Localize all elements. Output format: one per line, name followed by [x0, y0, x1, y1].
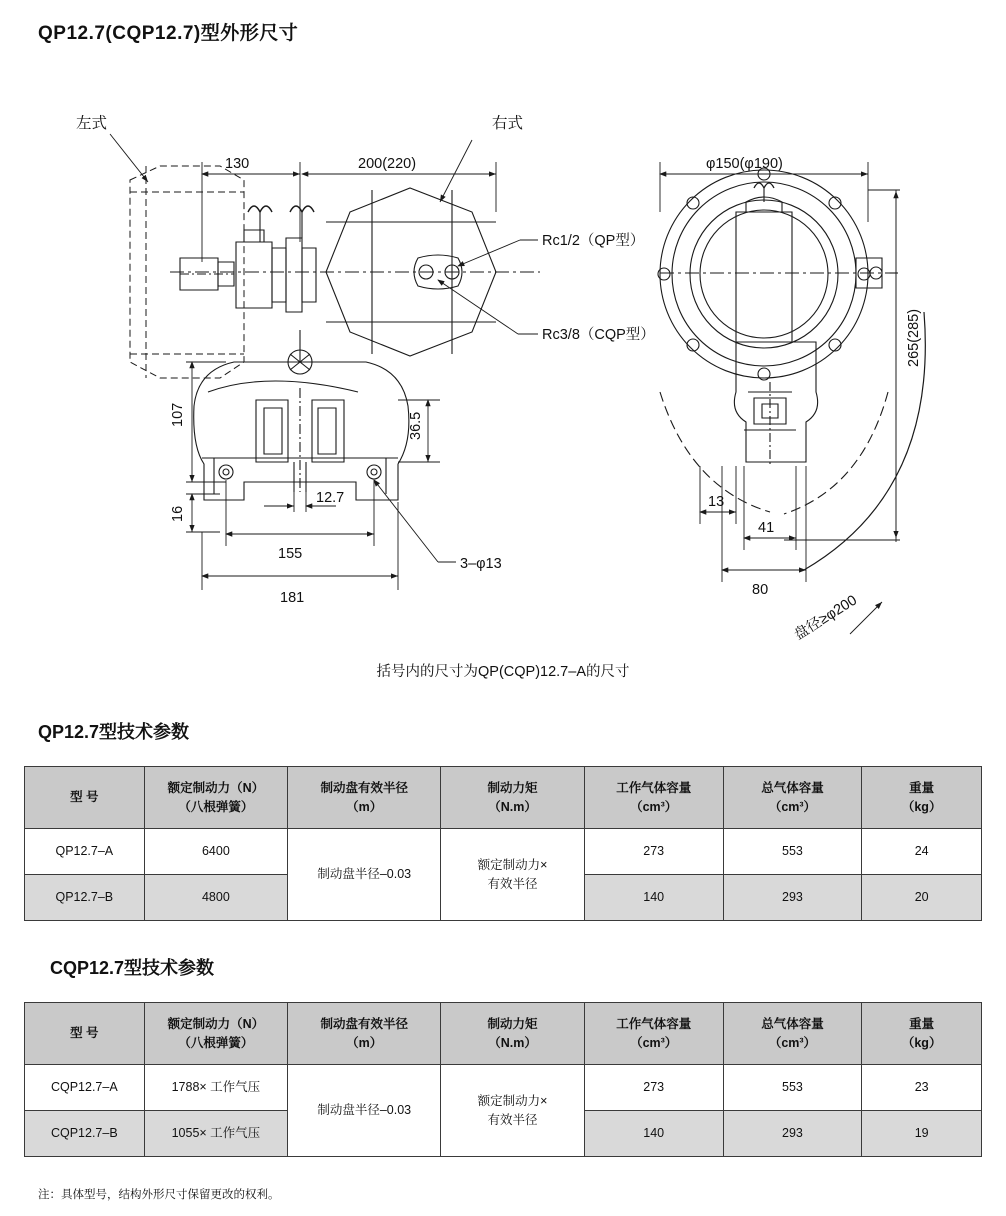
th-rated-force: 额定制动力（N） （八根弹簧）	[144, 767, 288, 829]
cell-rated-force: 6400	[144, 829, 288, 875]
label-right-type: 右式	[492, 115, 524, 132]
cell-total-volume: 553	[723, 829, 862, 875]
table-header-row	[25, 767, 982, 829]
th-weight: 重量 （kg）	[862, 1003, 982, 1065]
dim-80: 80	[752, 582, 769, 598]
cell-total-volume: 553	[723, 1065, 862, 1111]
dim-16: 16	[170, 505, 186, 522]
table-row	[25, 1065, 982, 1111]
cell-weight: 20	[862, 875, 982, 921]
th-weight: 重量 （kg）	[862, 767, 982, 829]
cell-working-volume: 140	[584, 875, 723, 921]
section-heading-qp: QP12.7型技术参数	[38, 722, 190, 742]
th-model: 型 号	[25, 767, 145, 829]
dim-155: 155	[278, 546, 303, 562]
cell-total-volume: 293	[723, 1111, 862, 1157]
th-torque: 制动力矩 （N.m）	[441, 767, 585, 829]
table-header-row	[25, 1003, 982, 1065]
cell-working-volume: 140	[584, 1111, 723, 1157]
cell-model: CQP12.7–A	[25, 1065, 145, 1111]
th-torque: 制动力矩 （N.m）	[441, 1003, 585, 1065]
dim-12-7: 12.7	[316, 490, 345, 506]
th-effective-radius: 制动盘有效半径 （m）	[288, 1003, 441, 1065]
callout-disc-diameter: 盘径≥φ200	[791, 592, 860, 644]
cell-torque: 额定制动力× 有效半径	[441, 829, 585, 921]
dim-13: 13	[708, 494, 725, 510]
label-left-type: 左式	[76, 115, 108, 132]
th-effective-radius: 制动盘有效半径 （m）	[288, 767, 441, 829]
callout-rc12: Rc1/2（QP型）	[542, 233, 645, 249]
callout-3phi13: 3–φ13	[460, 556, 502, 572]
th-rated-force: 额定制动力（N） （八根弹簧）	[144, 1003, 288, 1065]
cell-rated-force: 4800	[144, 875, 288, 921]
cell-model: QP12.7–A	[25, 829, 145, 875]
dim-200: 200(220)	[358, 156, 417, 172]
page-title: QP12.7(CQP12.7)型外形尺寸	[38, 23, 299, 44]
dim-36-5: 36.5	[408, 411, 424, 440]
technical-drawing	[20, 62, 986, 702]
cell-working-volume: 273	[584, 829, 723, 875]
table-row	[25, 829, 982, 875]
cell-weight: 24	[862, 829, 982, 875]
drawing-caption: 括号内的尺寸为QP(CQP)12.7–A的尺寸	[376, 664, 630, 680]
cell-rated-force: 1788× 工作气压	[144, 1065, 288, 1111]
dim-phi150: φ150(φ190)	[706, 156, 783, 172]
cell-working-volume: 273	[584, 1065, 723, 1111]
th-total-volume: 总气体容量 （cm³）	[723, 1003, 862, 1065]
cell-weight: 19	[862, 1111, 982, 1157]
th-total-volume: 总气体容量 （cm³）	[723, 767, 862, 829]
cell-model: CQP12.7–B	[25, 1111, 145, 1157]
callout-rc38: Rc3/8（CQP型）	[542, 327, 655, 343]
drawing-svg	[20, 62, 986, 702]
table-cqp-specs	[24, 1002, 982, 1157]
dim-107: 107	[170, 402, 186, 427]
th-working-volume: 工作气体容量 （cm³）	[584, 1003, 723, 1065]
dim-181: 181	[280, 590, 305, 606]
section-heading-cqp: CQP12.7型技术参数	[50, 958, 215, 978]
cell-weight: 23	[862, 1065, 982, 1111]
cell-effective-radius: 制动盘半径–0.03	[288, 829, 441, 921]
cell-rated-force: 1055× 工作气压	[144, 1111, 288, 1157]
cell-effective-radius: 制动盘半径–0.03	[288, 1065, 441, 1157]
dim-41: 41	[758, 520, 775, 536]
cell-total-volume: 293	[723, 875, 862, 921]
table-qp-specs	[24, 766, 982, 921]
footer-note: 注：具体型号，结构外形尺寸保留更改的权利。	[38, 1189, 280, 1201]
cell-torque: 额定制动力× 有效半径	[441, 1065, 585, 1157]
dim-265: 265(285)	[906, 308, 922, 367]
th-working-volume: 工作气体容量 （cm³）	[584, 767, 723, 829]
th-model: 型 号	[25, 1003, 145, 1065]
cell-model: QP12.7–B	[25, 875, 145, 921]
dim-130: 130	[225, 156, 250, 172]
